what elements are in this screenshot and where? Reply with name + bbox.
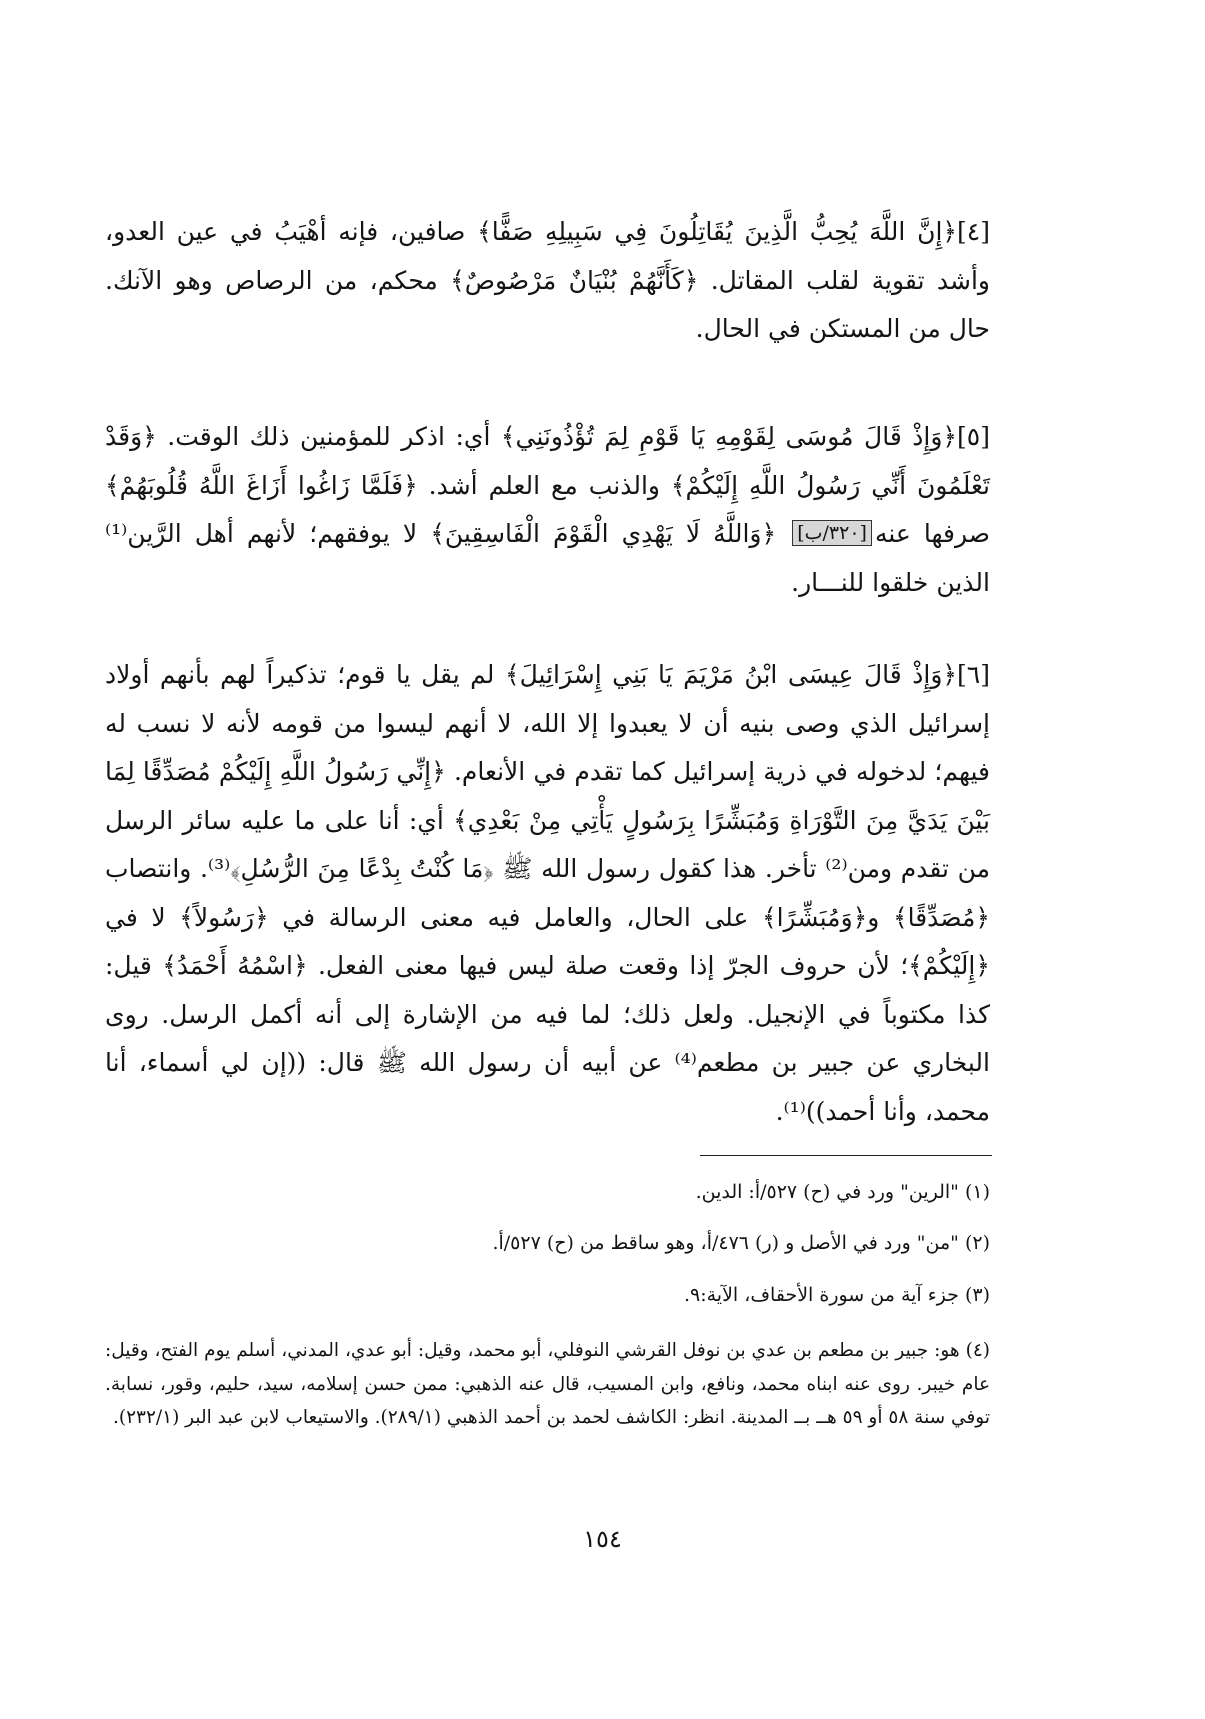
paragraph-text: [٤]﴿إِنَّ اللَّهَ يُحِبُّ الَّذِينَ يُقَاتِلُونَ فِي سَبِيلِهِ صَفًّا﴾ صافين، فإنه أهْيَبُ في عين العدو، وأشد تقوية لقلب المقاتل. ﴿كَأَنَّهُمْ بُنْيَانٌ مَرْصُوصٌ﴾ محكم، من الرصاص وهو الآنك. حال من المستكن في الحال. — [105, 217, 990, 343]
footnote-2: (٢) "من" ورد في الأصل و (ر) ٤٧٦/أ، وهو ساقط من (ح) ٥٢٧/أ. — [492, 1232, 990, 1254]
footnote-separator — [700, 1155, 992, 1156]
paragraph-verse-6 — [105, 651, 990, 1136]
paragraph-verse-5 — [105, 413, 990, 607]
footnote-1: (١) "الرين" ورد في (ح) ٥٢٧/أ: الدين. — [695, 1181, 990, 1203]
manuscript-folio-stamp: [٣٢٠/ب] — [792, 520, 872, 546]
footnote-4: (٤) هو: جبير بن مطعم بن عدي بن نوفل القرشي النوفلي، أبو محمد، وقيل: أبو عدي، المدني، أسلم يوم الفتح، وقيل: عام خيبر. روى عنه ابناه محمد، ونافع، وابن المسيب، قال عنه الذهبي: ممن حسن إسلامه، سيد، حليم، وقور، نسابة. توفي سنة ٥٨ أو ٥٩ هــ بــ المدينة. انظر: الكاشف لحمد بن أحمد الذهبي (٢٨٩/١). والاستيعاب لابن عبد البر (٢٣٢/١). — [105, 1340, 990, 1428]
paragraph-verse-4 — [105, 208, 990, 354]
paragraph-text-part: ﴿وَاللَّهُ لَا يَهْدِي الْقَوْمَ الْفَاسِقِينَ﴾ لا يوفقهم؛ لأنهم أهل الرَّين⁽¹⁾ الذين خلقوا للنـــار. — [105, 519, 990, 597]
footnote-3: (٣) جزء آية من سورة الأحقاف، الآية:٩. — [683, 1284, 990, 1306]
paragraph-text: [٦]﴿وَإِذْ قَالَ عِيسَى ابْنُ مَرْيَمَ يَا بَنِي إِسْرَائِيلَ﴾ لم يقل يا قوم؛ تذكيراً لهم بأنهم أولاد إسرائيل الذي وصى بنيه أن لا يعبدوا إلا الله، لا أنهم ليسوا من قومه لأنه لا نسب له فيهم؛ لدخوله في ذرية إسرائيل كما تقدم في الأنعام. ﴿إِنِّي رَسُولُ اللَّهِ إِلَيْكُمْ مُصَدِّقًا لِمَا بَيْنَ يَدَيَّ مِنَ التَّوْرَاةِ وَمُبَشِّرًا بِرَسُولٍ يَأْتِي مِنْ بَعْدِي﴾ أي: أنا على ما عليه سائر الرسل من تقدم ومن⁽²⁾ تأخر. هذا كقول رسول الله ﷺ ﴿مَا كُنْتُ بِدْعًا مِنَ الرُّسُلِ﴾⁽³⁾. وانتصاب ﴿مُصَدِّقًا﴾ و﴿وَمُبَشِّرًا﴾ على الحال، والعامل فيه معنى الرسالة في ﴿رَسُولاً﴾ لا في ﴿إِلَيْكُمْ﴾؛ لأن حروف الجرّ إذا وقعت صلة ليس فيها معنى الفعل. ﴿اسْمُهُ أَحْمَدُ﴾ قيل: كذا مكتوباً في الإنجيل. ولعل ذلك؛ لما فيه من الإشارة إلى أنه أكمل الرسل. روى البخاري عن جبير بن مطعم⁽⁴⁾ عن أبيه أن رسول الله ﷺ قال: ((إن لي أسماء، أنا محمد، وأنا أحمد))⁽¹⁾. — [105, 660, 990, 1126]
page-number: ١٥٤ — [583, 1525, 622, 1553]
paragraph-text-part: [٥]﴿وَإِذْ قَالَ مُوسَى لِقَوْمِهِ يَا قَوْمِ لِمَ تُؤْذُونَنِي﴾ أي: اذكر للمؤمنين ذلك الوقت. ﴿وَقَدْ تَعْلَمُونَ أَنِّي رَسُولُ اللَّهِ إِلَيْكُمْ﴾ والذنب مع العلم أشد. ﴿فَلَمَّا زَاغُوا أَزَاغَ اللَّهُ قُلُوبَهُمْ﴾ صرفها عنه — [105, 422, 990, 548]
paragraph-text — [105, 413, 990, 607]
